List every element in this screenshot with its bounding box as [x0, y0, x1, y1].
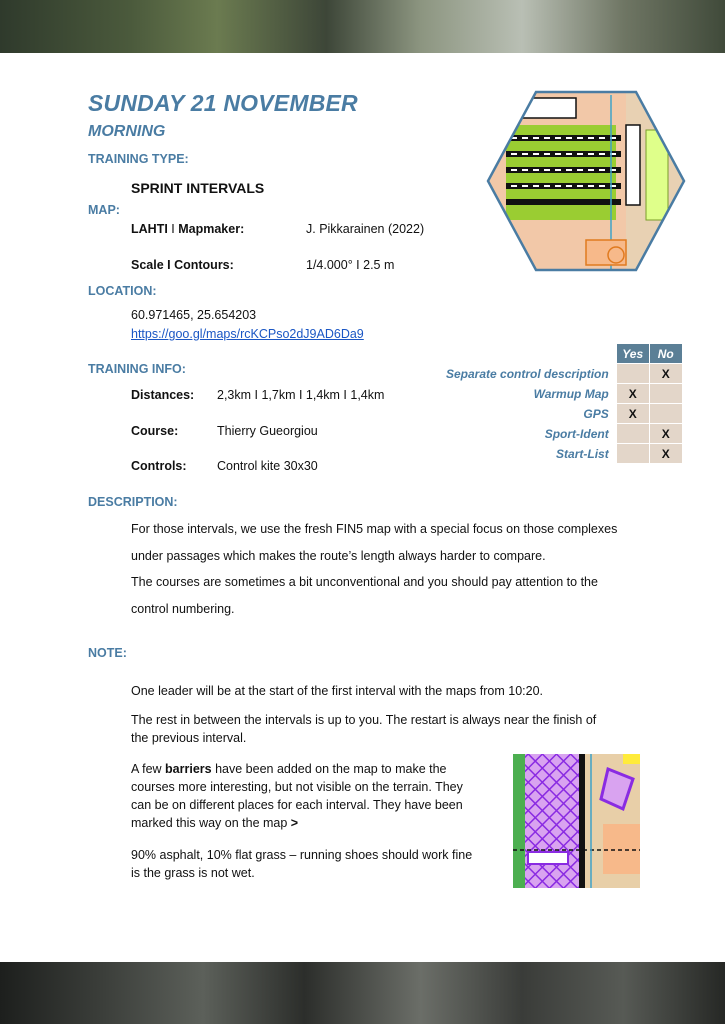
checklist-row [446, 364, 682, 384]
course-value: Thierry Gueorgiou [217, 424, 318, 438]
checklist-yes-cell [616, 444, 649, 464]
training-info-label: TRAINING INFO: [88, 362, 186, 376]
yes-column-header: Yes [616, 344, 649, 364]
checklist-row-label: Warmup Map [533, 386, 609, 401]
map-name-row [131, 222, 244, 236]
note-surface-line: is the grass is not wet. [131, 866, 255, 880]
mapmaker-value: J. Pikkarainen (2022) [306, 222, 425, 236]
note-surface-line: 90% asphalt, 10% flat grass – running shoes should work fine [131, 848, 473, 862]
checklist-yes-cell [616, 424, 649, 444]
note-paragraph: One leader will be at the start of the first interval with the maps from 10:20. [131, 684, 543, 698]
checklist-row-label: GPS [583, 406, 609, 421]
note-label: NOTE: [88, 646, 127, 660]
map-hexagon-image [486, 90, 686, 272]
map-area-separator: I [167, 222, 179, 236]
note-paragraph: The rest in between the intervals is up to you. The restart is always near the finish of [131, 713, 597, 727]
arrow-marker: > [290, 816, 299, 830]
controls-label: Controls: [131, 459, 187, 473]
course-label: Course: [131, 424, 179, 438]
location-map-link[interactable]: https://goo.gl/maps/rcKCPso2dJ9AD6Da9 [131, 327, 364, 341]
checklist-no-cell: X [649, 444, 682, 464]
header-photo-banner [0, 0, 725, 53]
session-subtitle: MORNING [88, 123, 166, 140]
checklist-yes-cell: X [616, 404, 649, 424]
note-text: A few [131, 762, 166, 776]
barrier-map-image [513, 754, 640, 888]
note-barriers-line [131, 814, 298, 832]
note-barriers-line: courses more interesting, but not visible on the terrain. They [131, 780, 463, 794]
no-column-header: No [649, 344, 682, 364]
checklist-no-cell [649, 404, 682, 424]
checklist-row [446, 424, 682, 444]
description-label: DESCRIPTION: [88, 495, 178, 509]
note-barriers-line: can be on different places for each interval. They have been [131, 798, 463, 812]
checklist-row-label: Start-List [556, 446, 609, 461]
checklist-row [446, 404, 682, 424]
distances-label: Distances: [131, 388, 195, 402]
training-type-value: SPRINT INTERVALS [131, 180, 265, 196]
checklist-no-cell: X [649, 424, 682, 444]
checklist-row-label: Sport-Ident [544, 426, 609, 441]
checklist-row [446, 444, 682, 464]
training-type-label: TRAINING TYPE: [88, 152, 189, 166]
note-text: marked this way on the map [131, 816, 291, 830]
page-title: SUNDAY 21 NOVEMBER [88, 90, 358, 116]
checklist-yes-cell [616, 364, 649, 384]
location-coords: 60.971465, 25.654203 [131, 308, 257, 322]
footer-photo-banner [0, 962, 725, 1024]
description-line: The courses are sometimes a bit unconventional and you should pay attention to the [131, 575, 598, 589]
map-area-name: LAHTI [131, 222, 168, 236]
checklist-no-cell: X [649, 364, 682, 384]
controls-value: Control kite 30x30 [217, 459, 318, 473]
note-paragraph-cont: the previous interval. [131, 731, 247, 745]
equipment-checklist-table [446, 343, 683, 464]
checklist-no-cell [649, 384, 682, 404]
checklist-row [446, 384, 682, 404]
scale-label: Scale I Contours: [131, 258, 234, 272]
description-line: under passages which makes the route’s length always harder to compare. [131, 549, 546, 563]
distances-value: 2,3km I 1,7km I 1,4km I 1,4km [217, 388, 385, 402]
barriers-emphasis: barriers [165, 762, 212, 776]
checklist-header-row [446, 344, 682, 364]
location-label: LOCATION: [88, 284, 157, 298]
note-text: have been added on the map to make the [211, 762, 447, 776]
checklist-yes-cell: X [616, 384, 649, 404]
description-line: For those intervals, we use the fresh FIN5 map with a special focus on those complexes [131, 522, 618, 536]
note-barriers-line [131, 760, 447, 778]
scale-value: 1/4.000° I 2.5 m [306, 258, 395, 272]
checklist-row-label: Separate control description [446, 366, 609, 381]
mapmaker-label: Mapmaker: [178, 222, 245, 236]
map-label: MAP: [88, 203, 120, 217]
description-line: control numbering. [131, 602, 235, 616]
